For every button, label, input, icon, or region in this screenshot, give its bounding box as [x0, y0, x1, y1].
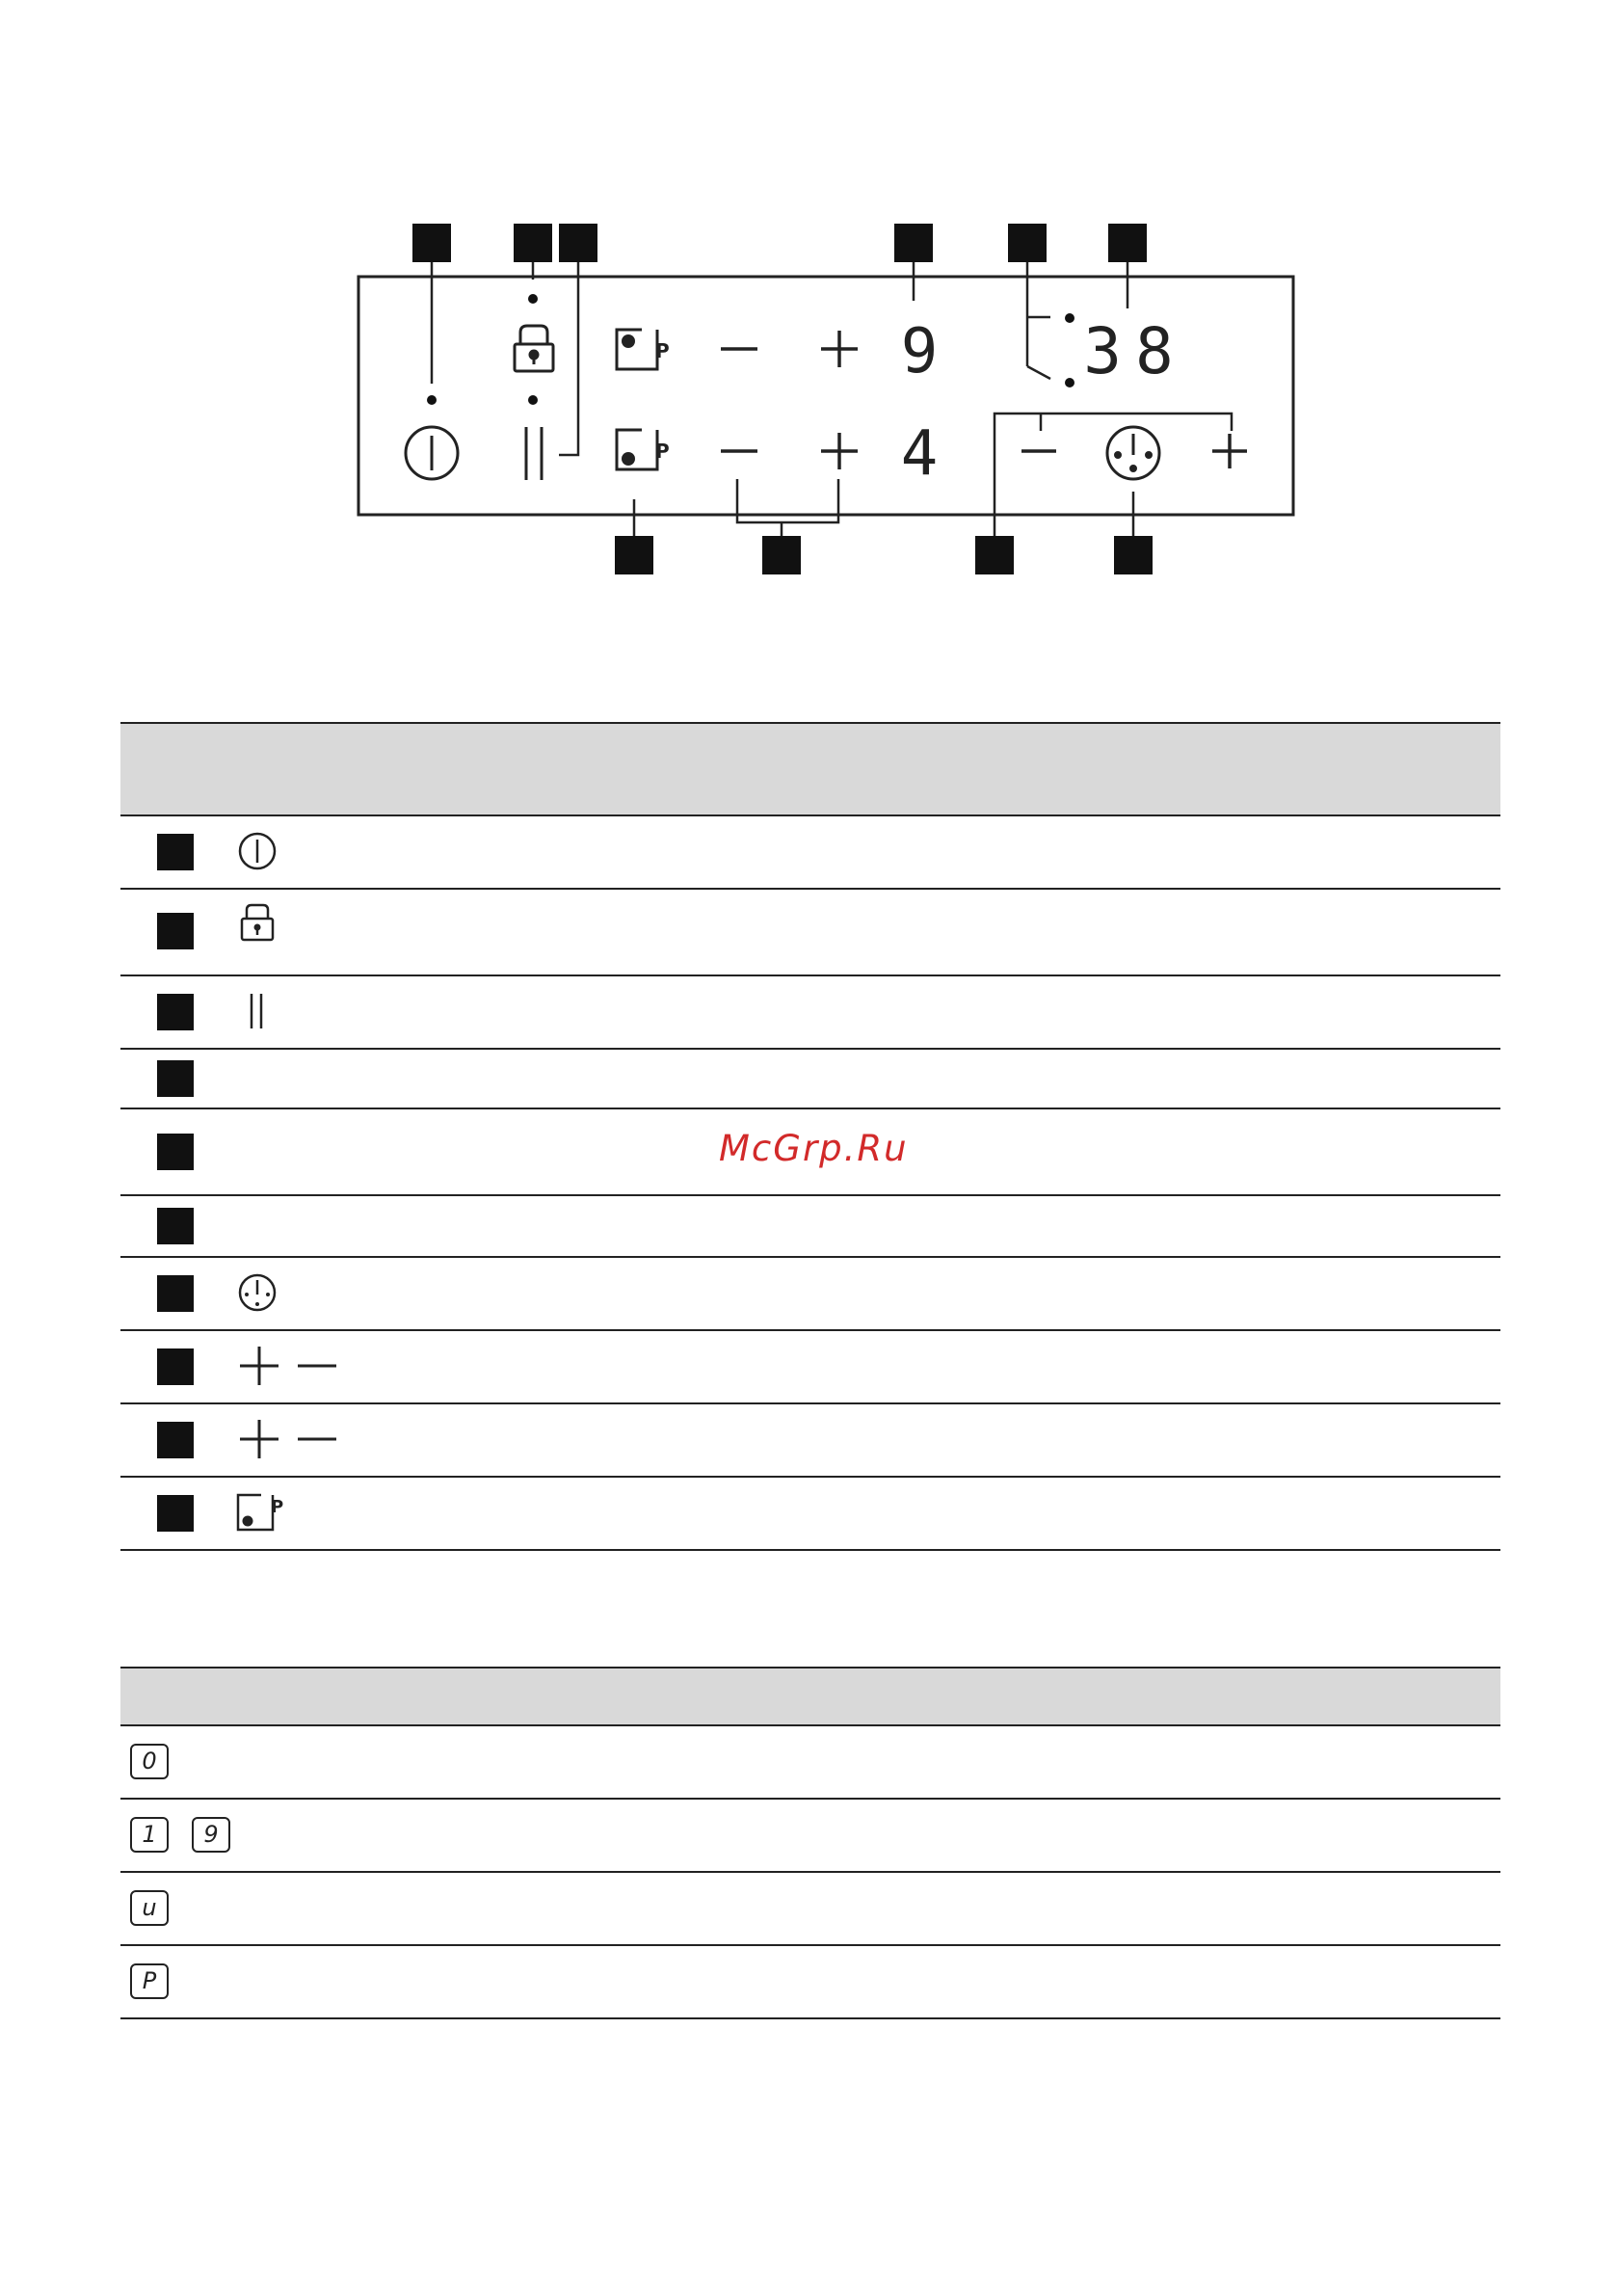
plus-icon[interactable] — [1212, 434, 1247, 468]
callout-10 — [157, 1495, 194, 1532]
callout-5 — [1008, 224, 1047, 262]
table-row — [120, 1478, 1500, 1551]
zone-select-icon — [236, 1491, 288, 1534]
table-row — [120, 1873, 1500, 1946]
plus-icon[interactable] — [821, 433, 858, 469]
sensor-table-header — [120, 722, 1500, 816]
callout-9 — [157, 1422, 194, 1458]
table-row — [120, 1404, 1500, 1478]
segment-display-symbol: 9 — [192, 1817, 230, 1853]
timer-icon — [236, 1271, 279, 1314]
control-panel-diagram — [0, 0, 1618, 617]
callout-1 — [412, 224, 451, 262]
segment-display-symbol: P — [130, 1963, 169, 1999]
table-row — [120, 1800, 1500, 1873]
power-icon — [236, 830, 279, 872]
svg-text:P: P — [271, 1497, 284, 1517]
zone-select-icon[interactable] — [617, 330, 670, 369]
callout-4 — [157, 1060, 194, 1097]
table-row — [120, 1258, 1500, 1331]
segment-display-symbol: u — [130, 1890, 169, 1926]
display-table — [120, 1667, 1500, 2019]
table-row — [120, 1050, 1500, 1109]
table-row — [120, 816, 1500, 890]
table-row — [120, 1331, 1500, 1404]
callout-6 — [1108, 224, 1147, 262]
callout-markers-top — [412, 224, 1147, 262]
svg-text:P: P — [655, 339, 670, 362]
callout-8 — [157, 1348, 194, 1385]
display-table-header — [120, 1667, 1500, 1726]
pause-icon[interactable] — [526, 427, 542, 480]
callout-6 — [157, 1208, 194, 1244]
callout-markers-bottom — [615, 536, 1153, 574]
lock-icon — [236, 901, 279, 944]
callout-3 — [559, 224, 597, 262]
table-row — [120, 1726, 1500, 1800]
callout-10 — [615, 536, 653, 574]
timer-display: 38 — [1083, 314, 1187, 388]
pause-icon — [236, 990, 279, 1032]
callout-2 — [514, 224, 552, 262]
table-row — [120, 890, 1500, 976]
callout-2 — [157, 913, 194, 949]
callout-8 — [975, 536, 1014, 574]
segment-display-symbol: 0 — [130, 1744, 169, 1779]
callout-3 — [157, 994, 194, 1030]
table-row — [120, 1946, 1500, 2019]
panel-frame — [358, 277, 1293, 515]
plus-minus-icon — [236, 1345, 342, 1387]
timer-icon[interactable] — [1107, 427, 1159, 479]
plus-minus-icon — [236, 1418, 342, 1460]
callout-7 — [157, 1275, 194, 1312]
table-row — [120, 976, 1500, 1050]
zone-1-level-display: 9 — [900, 316, 939, 387]
segment-display-symbol: 1 — [130, 1817, 169, 1853]
zone-2-level-display: 4 — [900, 418, 939, 490]
plus-icon[interactable] — [821, 331, 858, 367]
power-icon[interactable] — [406, 427, 458, 479]
callout-1 — [157, 834, 194, 870]
lock-icon[interactable] — [515, 326, 553, 371]
callout-9 — [762, 536, 801, 574]
table-row — [120, 1196, 1500, 1258]
svg-text:P: P — [655, 440, 670, 463]
callout-5 — [157, 1134, 194, 1170]
watermark: McGrp.Ru — [719, 1128, 909, 1169]
callout-7 — [1114, 536, 1153, 574]
zone-select-icon[interactable] — [617, 430, 670, 469]
callout-4 — [894, 224, 933, 262]
leader-lines — [432, 262, 1232, 536]
